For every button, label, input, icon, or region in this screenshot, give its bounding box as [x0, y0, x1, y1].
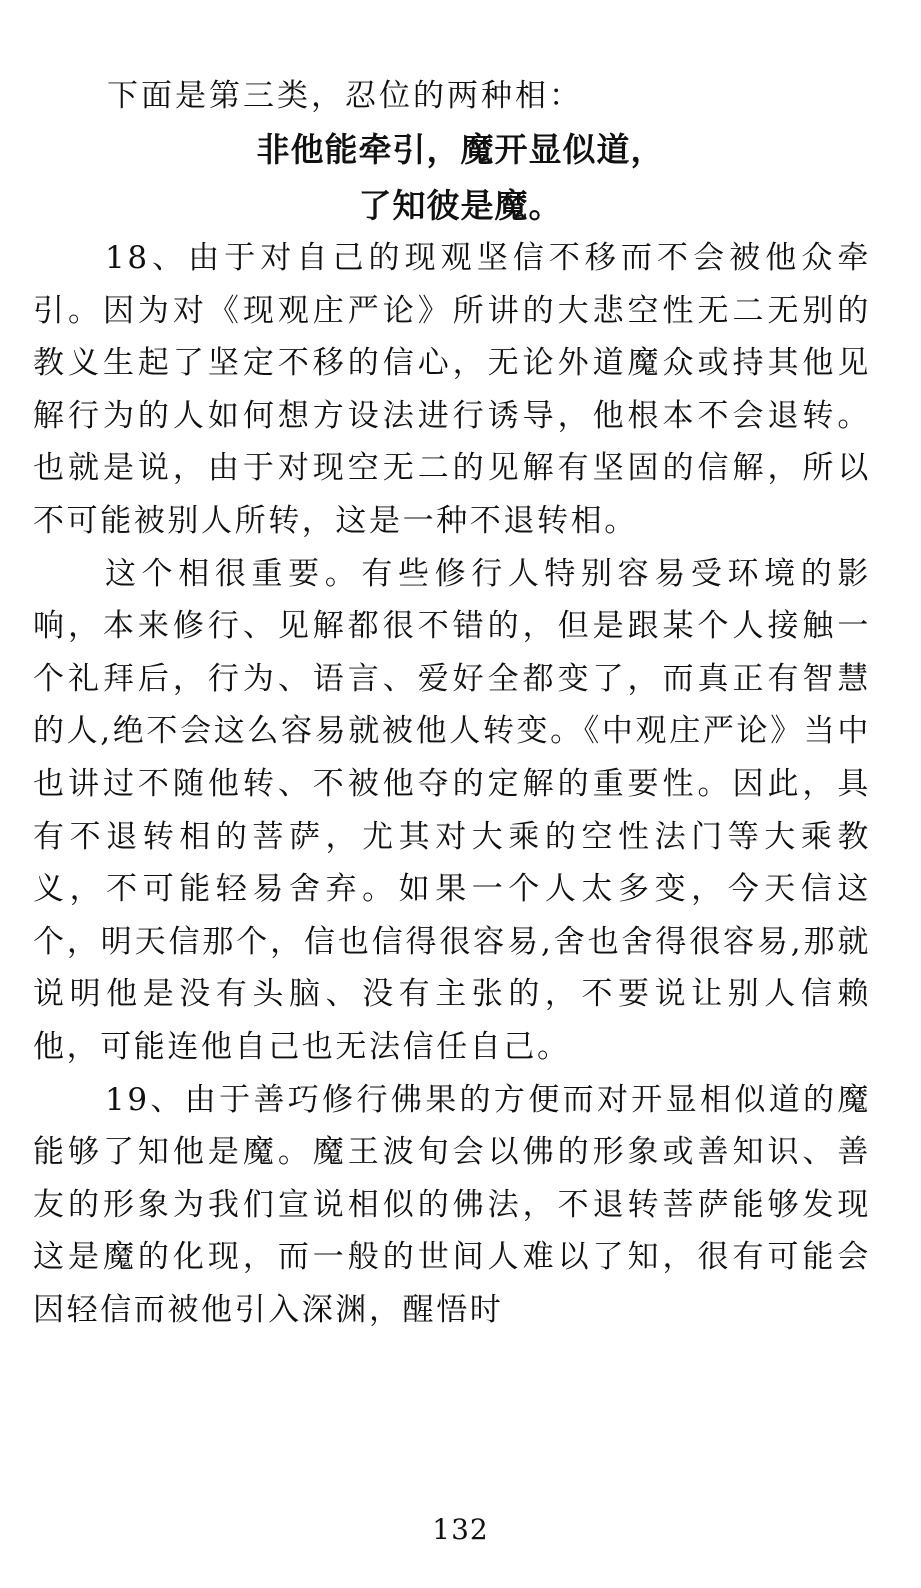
paragraph-commentary: 这个相很重要。有些修行人特别容易受环境的影响，本来修行、见解都很不错的，但是跟某个人接触一个礼拜后，行为、语言、爱好全都变了，而真正有智慧的人,绝不会这么容易就被他人转变。《中观庄严论》当中也讲过不随他转、不被他夺的定解的重要性。因此，具有不退转相的菩萨，尤其对大乘的空性法门等大乘教义，不可能轻易舍弃。如果一个人太多变，今天信这个，明天信那个，信也信得很容易,舍也舍得很容易,那就说明他是没有头脑、没有主张的，不要说让别人信赖他，可能连他自己也无法信任自己。 [33, 555, 871, 1065]
paragraph-18: 18、由于对自己的现观坚信不移而不会被他众牵引。因为对《现观庄严论》所讲的大悲空性无二无别的教义生起了坚定不移的信心，无论外道魔众或持其他见解行为的人如何想方设法进行诱导，他根本不会退转。也就是说，由于对现空无二的见解有坚固的信解，所以不可能被别人所转，这是一种不退转相。 [33, 240, 871, 539]
page-number: 132 [432, 1513, 489, 1546]
paragraph-19: 19、由于善巧修行佛果的方便而对开显相似道的魔能够了知他是魔。魔王波旬会以佛的形象或善知识、善友的形象为我们宣说相似的佛法，不退转菩萨能够发现这是魔的化现，而一般的世间人难以了知，很有可能会因轻信而被他引入深渊，醒悟时 [33, 1081, 871, 1328]
verse-line-1: 非他能牵引，魔开显似道， [256, 130, 665, 169]
intro-line: 下面是第三类，忍位的两种相： [107, 78, 583, 114]
body-text [33, 232, 871, 1336]
verse-line-2: 了知彼是魔。 [358, 186, 563, 225]
